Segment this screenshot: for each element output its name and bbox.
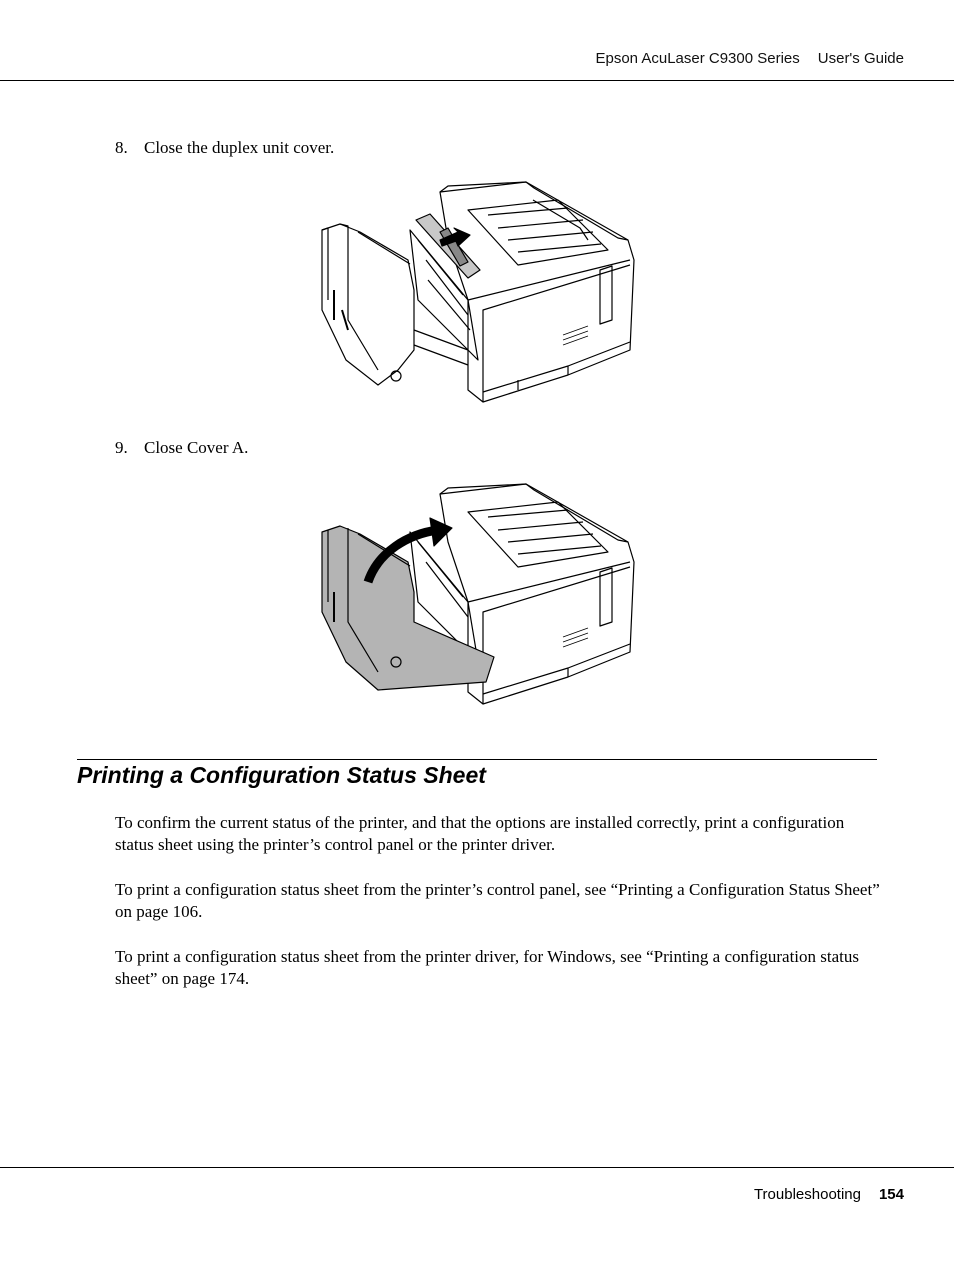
paragraph-1: To confirm the current status of the printer, and that the options are installed correctly, print a configuration status sheet using the printer’s control panel or the printer driver. [115,813,845,854]
step-text: Close the duplex unit cover. [144,138,335,157]
step-number: 9. [115,438,128,457]
paragraph-2: To print a configuration status sheet from the printer’s control panel, see “Printing a Configuration Status Sheet” on page 106. [115,880,880,921]
paragraph-3: To print a configuration status sheet from the printer driver, for Windows, see “Printing a configuration status sheet” on page 174. [115,947,860,988]
header-guide: User's Guide [817,50,904,67]
step-8 [115,138,334,158]
page-number: 154 [878,1186,904,1203]
footer-chapter: Troubleshooting [753,1186,861,1203]
step-number: 8. [115,138,128,157]
step-text: Close Cover A. [144,438,249,457]
header-product: Epson AcuLaser C9300 Series [595,50,800,67]
footer-rule [0,1167,954,1168]
header-rule [0,80,954,81]
section-rule [77,759,877,760]
running-header [595,50,904,67]
printer-close-cover-a-illustration [318,482,636,708]
running-footer [754,1186,904,1203]
printer-duplex-cover-illustration [318,180,636,406]
step-9 [115,438,248,458]
section-title: Printing a Configuration Status Sheet [77,762,486,788]
